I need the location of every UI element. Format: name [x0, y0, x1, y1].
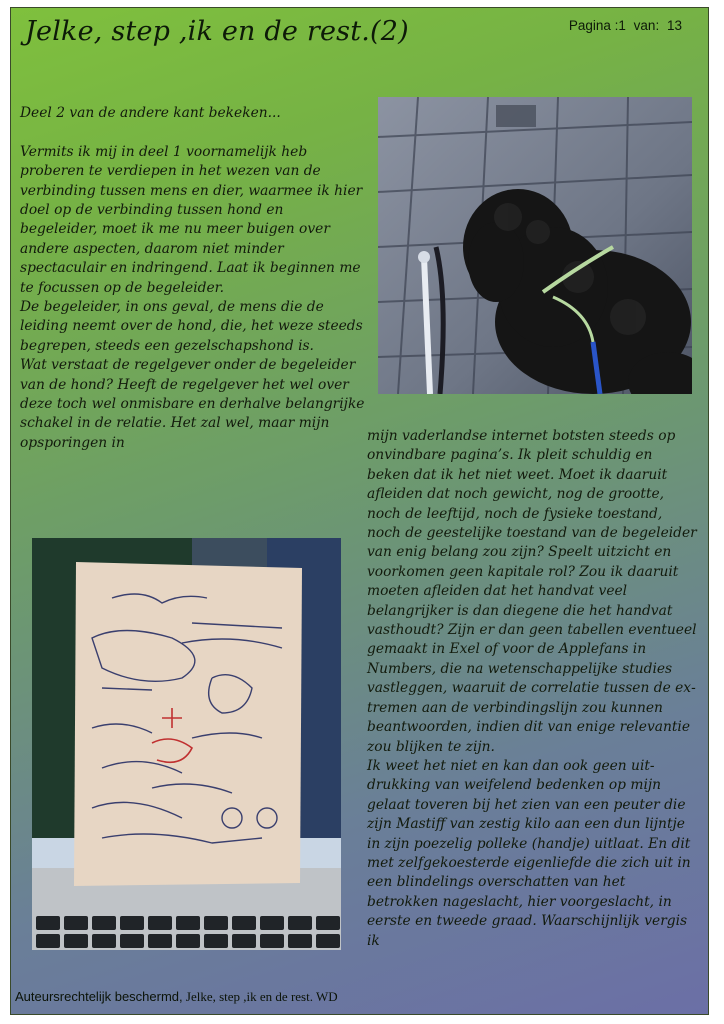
article-left-column [20, 104, 365, 453]
handwritten-note-photo [32, 538, 341, 950]
article-paragraph: De begeleider, in ons geval, de mens die de leiding neemt over de hond, die, het weze steeds begrepen, steeds een gezelschapshond is. [20, 299, 363, 354]
of-label: van: [633, 18, 660, 33]
copyright-notice: Auteursrechtelijk beschermd, [15, 989, 183, 1004]
article-paragraph: Ik weet het niet en kan dan ook geen uitdrukking van weifelend bedenken op mijn gelaat toveren bij het zien van een peuter die zijn Mastiff van zestig kilo aan een dun lijntje in zijn poezelig polleke (handje) uitlaat. En dit met zelfgekoesterde eigenliefde die zich uit in een blindelings overschatten van het betrokken nageslacht, hier voorgeslacht, in eerste en tweede graad. Waarschijnlijk vergis ik [367, 757, 691, 949]
article-right-column [367, 427, 699, 951]
article-paragraph: Vermits ik mij in deel 1 voornamelijk heb proberen te verdiepen in het wezen van de verbinding tussen mens en dier, waarmee ik hier doel op de verbinding tussen hond en begeleider, moet ik me nu meer buigen over andere aspecten, daarom niet minder spectaculair en indringend. Laat ik beginnen me te focussen op de begeleider. [20, 143, 363, 296]
footer [15, 989, 338, 1005]
page-title: Jelke, step ,ik en de rest.(2) [25, 16, 409, 47]
document-page [10, 7, 709, 1015]
article-paragraph: Wat verstaat de regelgever onder de begeleider van de hond? Heeft de regelgever het wel over deze toch wel onmisbare en derhalve belangrijke schakel in de relatie. Het zal wel, maar mijn opsporingen in [20, 357, 365, 451]
total-pages: 13 [666, 18, 682, 33]
article-paragraph: mijn vaderlandse internet botsten steeds op onvindbare pagina’s. Ik pleit schuldig en beken dat ik het niet weet. Moet ik daaruit afleiden dat noch gewicht, nog de grootte, noch de leeftijd, noch de fysieke toestand, noch de geestelijke toestand van de begeleider van enig belang zou zijn? Speelt uitzicht en voorkomen geen kapitale rol? Zou ik daaruit moeten afleiden dat het handvat veel belangrijker is dan diegene die het handvat vasthoudt? Zijn er dan geen tabellen eventueel gemaakt in Exel of voor de Applefans in Numbers, die na wetenschappelijke studies vastleggen, waaruit de correlatie tussen de extremen aan de verbindingslijn zou kunnen beantwoorden, indien dit van enige relevantie zou blijken te zijn. [367, 428, 697, 755]
page-label: Pagina :1 [568, 18, 626, 33]
footer-credit: Jelke, step ,ik en de rest. WD [185, 989, 338, 1004]
article-paragraph: Deel 2 van de andere kant bekeken... [20, 105, 281, 121]
page-number [569, 18, 686, 33]
dog-photo [378, 97, 692, 394]
